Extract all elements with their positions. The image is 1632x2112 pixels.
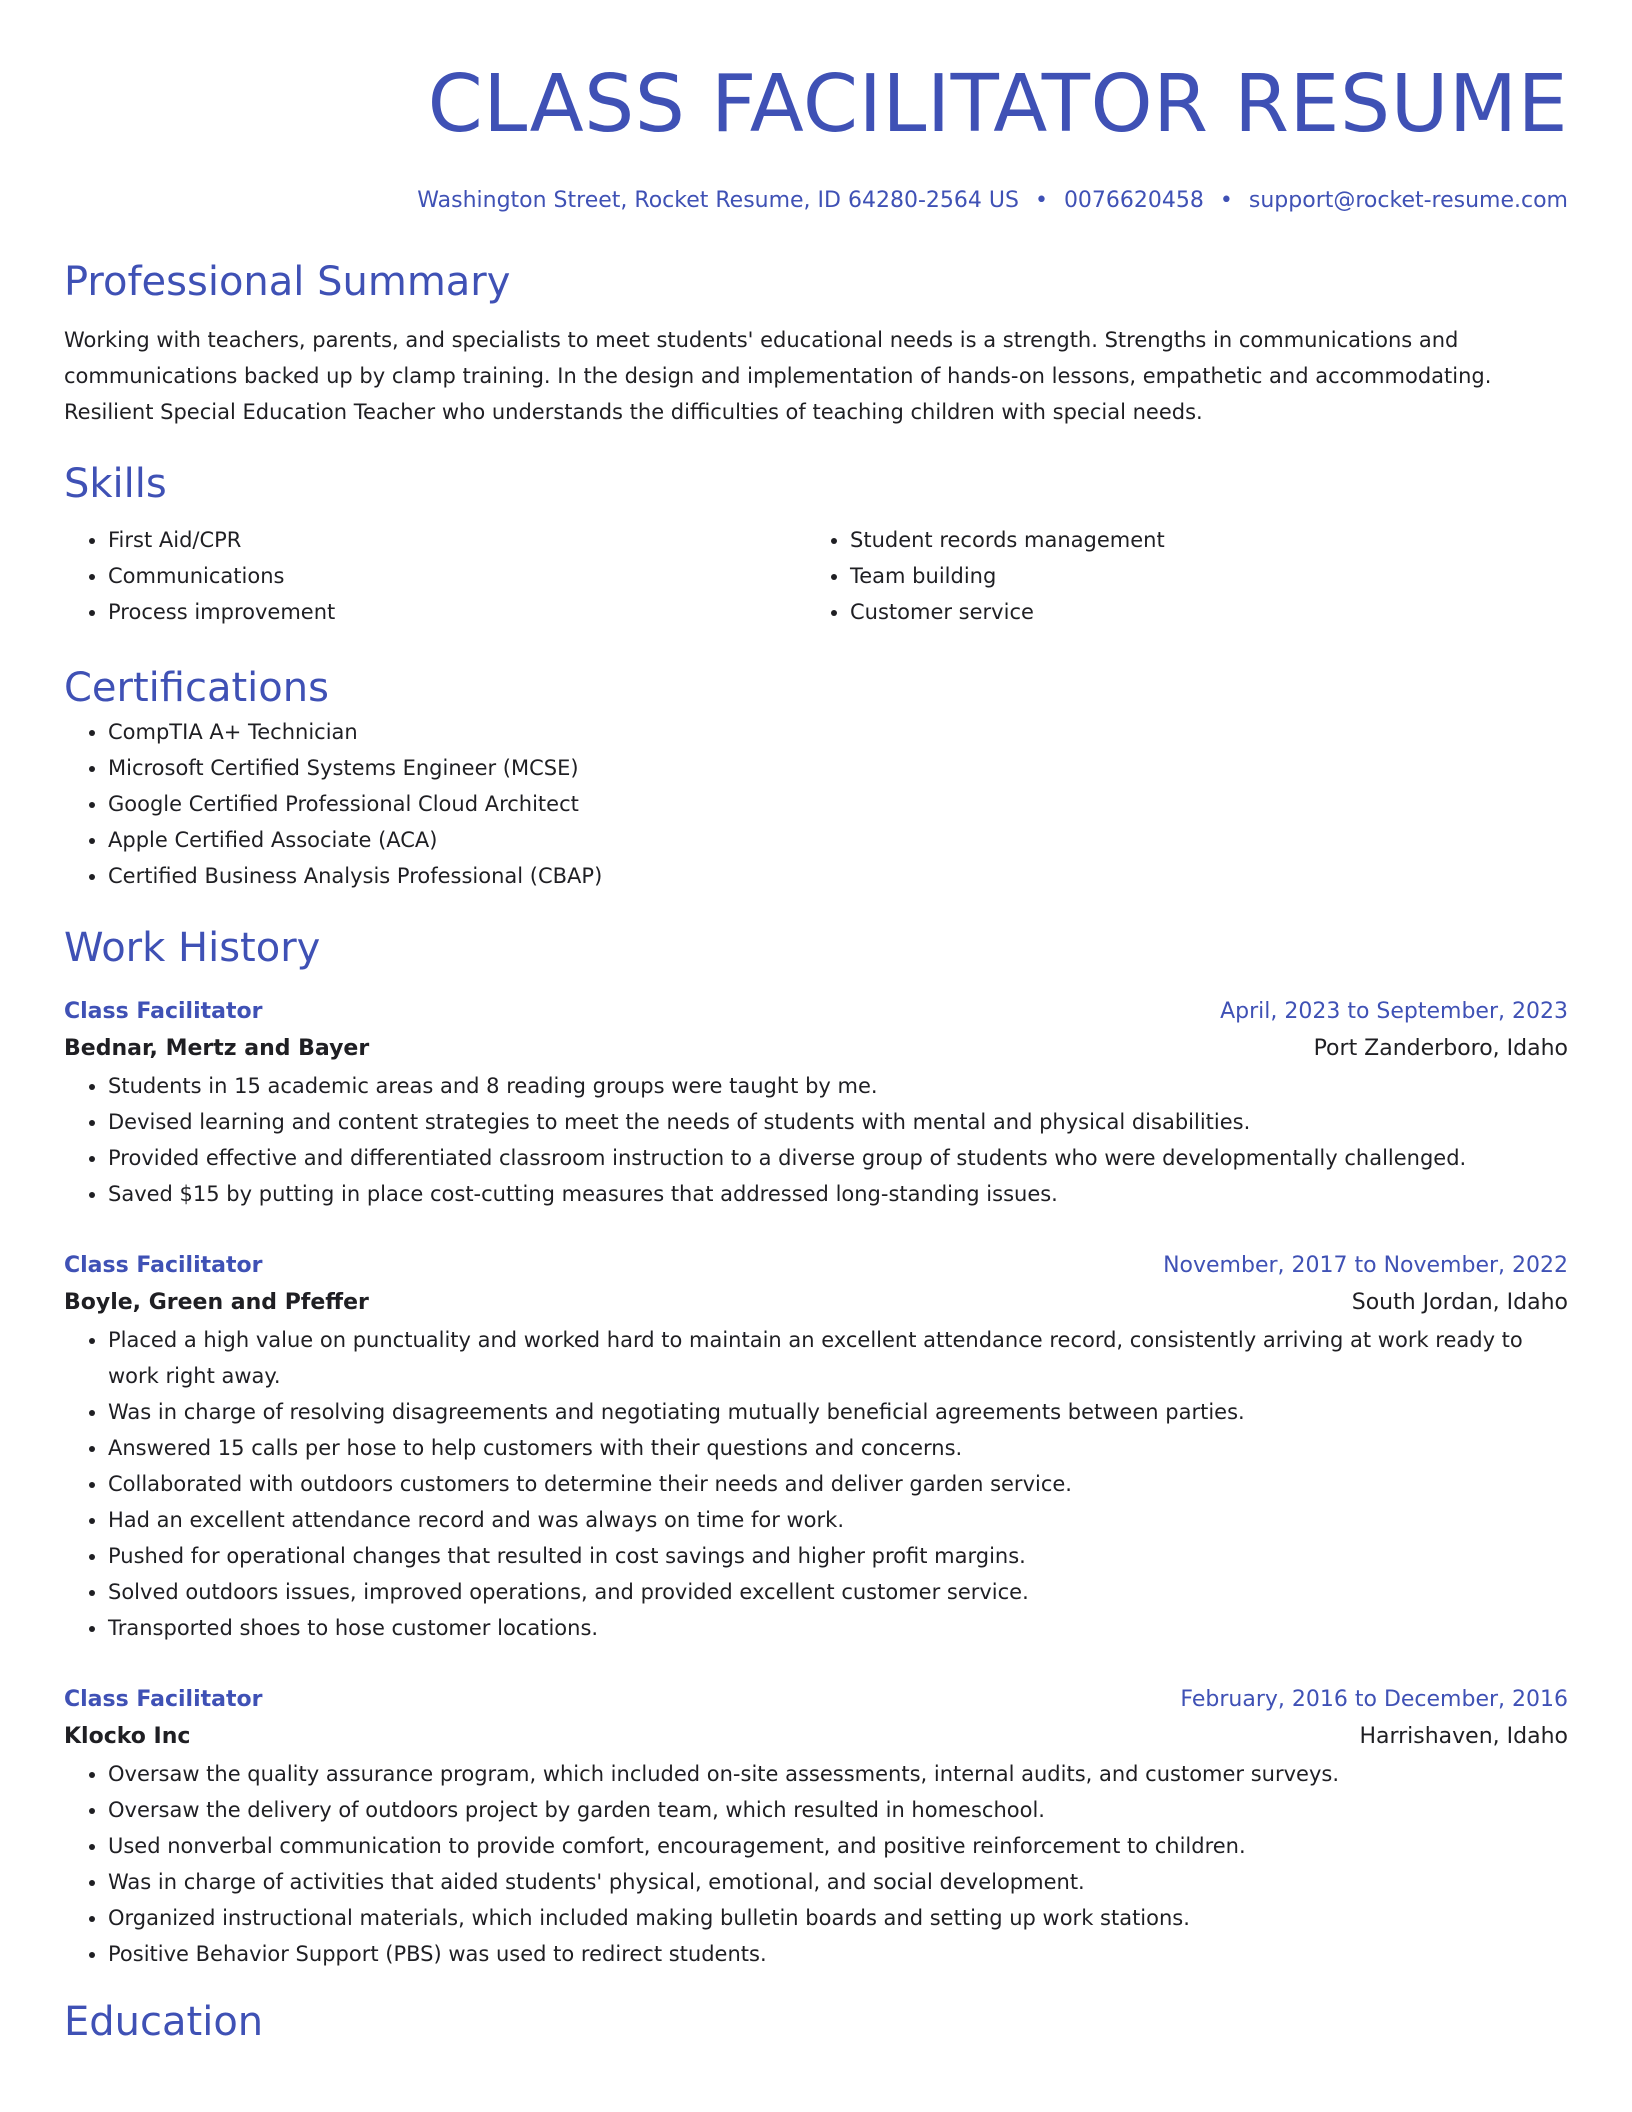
- job-location: South Jordan, Idaho: [1351, 1290, 1568, 1315]
- certification-item: • Google Certified Professional Cloud Architect: [108, 786, 1568, 822]
- job-bullet: • Provided effective and differentiated classroom instruction to a diverse group of students who were developmentally challenged.: [108, 1140, 1568, 1176]
- skill-item: • Process improvement: [108, 594, 806, 630]
- job-bullet: • Oversaw the quality assurance program, which included on-site assessments, internal audits, and customer surveys.: [108, 1756, 1568, 1792]
- job-bullet: • Collaborated with outdoors customers to determine their needs and deliver garden service.: [108, 1466, 1568, 1502]
- resume-page: [64, 0, 1568, 2048]
- job-bullet: • Used nonverbal communication to provide comfort, encouragement, and positive reinforcement to children.: [108, 1828, 1568, 1864]
- contact-separator: •: [1034, 188, 1048, 213]
- contact-line: [64, 186, 1568, 216]
- job-bullet: • Transported shoes to hose customer locations.: [108, 1610, 1568, 1646]
- skill-item: • Communications: [108, 558, 806, 594]
- summary-heading: Professional Summary: [64, 259, 511, 305]
- job-bullet: • Students in 15 academic areas and 8 reading groups were taught by me.: [108, 1068, 1568, 1104]
- contact-phone: 0076620458: [1063, 188, 1204, 213]
- contact-email: support@rocket-resume.com: [1248, 188, 1568, 213]
- job-header-row: [64, 1248, 1568, 1284]
- certification-item: • Microsoft Certified Systems Engineer (MCSE): [108, 750, 1568, 786]
- contact-separator: •: [1219, 188, 1233, 213]
- job-bullet: • Had an excellent attendance record and was always on time for work.: [108, 1502, 1568, 1538]
- job-bullets: [64, 1068, 1568, 1212]
- skill-item: • Student records management: [850, 522, 1568, 558]
- job-bullet: • Saved $15 by putting in place cost-cutting measures that addressed long-standing issues.: [108, 1176, 1568, 1212]
- job-title: Class Facilitator: [64, 999, 263, 1024]
- job-dates: April, 2023 to September, 2023: [1220, 999, 1568, 1024]
- job-header-row: [64, 1682, 1568, 1718]
- skills-heading: Skills: [64, 461, 167, 507]
- job-company: Bednar, Mertz and Bayer: [64, 1036, 370, 1061]
- job-dates: November, 2017 to November, 2022: [1163, 1253, 1568, 1278]
- job-bullet: • Pushed for operational changes that resulted in cost savings and higher profit margins.: [108, 1538, 1568, 1574]
- skill-item: • Team building: [850, 558, 1568, 594]
- education-heading: Education: [64, 1999, 264, 2045]
- job-bullet: • Answered 15 calls per hose to help customers with their questions and concerns.: [108, 1430, 1568, 1466]
- summary-text: Working with teachers, parents, and specialists to meet students' educational needs is a strength. Strengths in communications and communications backed up by clamp training. In the design and implementation of hands-on lessons, empathetic and accommodating. Resilient Special Education Teacher who understands the difficulties of teaching children with special needs.: [64, 328, 1492, 424]
- job-company: Boyle, Green and Pfeffer: [64, 1290, 369, 1315]
- job-dates: February, 2016 to December, 2016: [1180, 1687, 1568, 1712]
- certifications-list: [64, 714, 1568, 894]
- skills-list-right: [806, 522, 1568, 630]
- job-company-row: [64, 1718, 1568, 1756]
- job-bullet: • Placed a high value on punctuality and worked hard to maintain an excellent attendance record, consistently arriving at work ready to work right away.: [108, 1322, 1568, 1394]
- job-entry: [64, 994, 1568, 1212]
- contact-address: Washington Street, Rocket Resume, ID 64280-2564 US: [417, 188, 1019, 213]
- job-header-row: [64, 994, 1568, 1030]
- skill-item: • First Aid/CPR: [108, 522, 806, 558]
- job-title: Class Facilitator: [64, 1687, 263, 1712]
- certification-item: • Apple Certified Associate (ACA): [108, 822, 1568, 858]
- job-bullets: [64, 1756, 1568, 1972]
- job-location: Harrishaven, Idaho: [1359, 1724, 1568, 1749]
- job-entry: [64, 1248, 1568, 1646]
- job-bullet: • Was in charge of resolving disagreements and negotiating mutually beneficial agreements between parties.: [108, 1394, 1568, 1430]
- job-bullet: • Organized instructional materials, which included making bulletin boards and setting up work stations.: [108, 1900, 1568, 1936]
- certification-item: • Certified Business Analysis Professional (CBAP): [108, 858, 1568, 894]
- skills-grid: [64, 522, 1568, 630]
- certification-item: • CompTIA A+ Technician: [108, 714, 1568, 750]
- job-title: Class Facilitator: [64, 1253, 263, 1278]
- job-bullets: [64, 1322, 1568, 1646]
- work-history-heading: Work History: [64, 925, 321, 971]
- job-company: Klocko Inc: [64, 1724, 191, 1749]
- resume-title: CLASS FACILITATOR RESUME: [427, 58, 1568, 150]
- job-bullet: • Positive Behavior Support (PBS) was used to redirect students.: [108, 1936, 1568, 1972]
- skills-list-left: [64, 522, 806, 630]
- job-bullet: • Oversaw the delivery of outdoors project by garden team, which resulted in homeschool.: [108, 1792, 1568, 1828]
- job-company-row: [64, 1284, 1568, 1322]
- certifications-heading: Certifications: [64, 665, 329, 711]
- job-bullet: • Was in charge of activities that aided students' physical, emotional, and social development.: [108, 1864, 1568, 1900]
- job-entry: [64, 1682, 1568, 1972]
- job-location: Port Zanderboro, Idaho: [1313, 1036, 1568, 1061]
- job-bullet: • Solved outdoors issues, improved operations, and provided excellent customer service.: [108, 1574, 1568, 1610]
- job-company-row: [64, 1030, 1568, 1068]
- skill-item: • Customer service: [850, 594, 1568, 630]
- job-bullet: • Devised learning and content strategies to meet the needs of students with mental and physical disabilities.: [108, 1104, 1568, 1140]
